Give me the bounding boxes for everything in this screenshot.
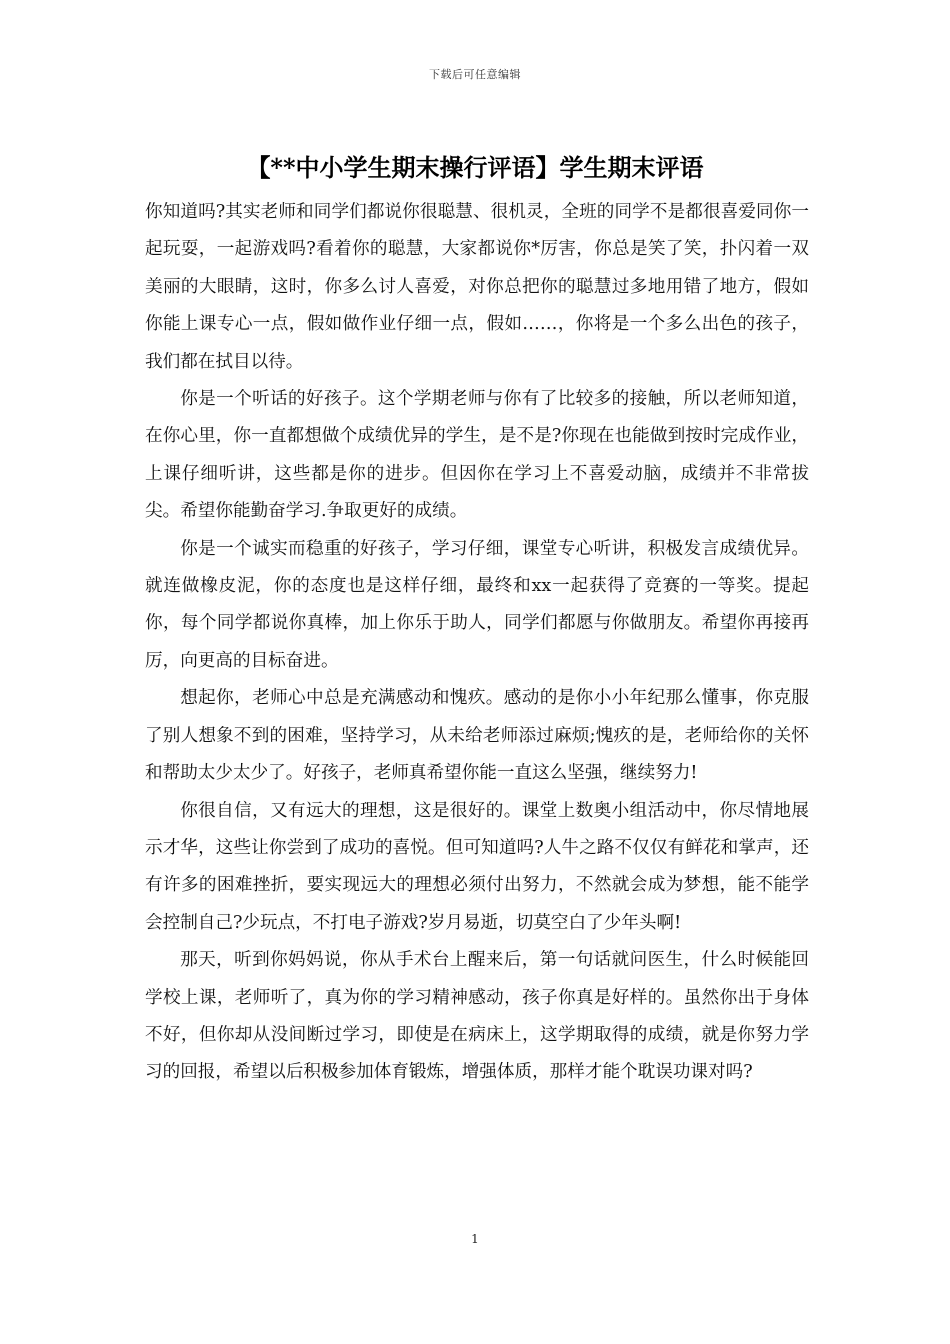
paragraph-1: 你知道吗?其实老师和同学们都说你很聪慧、很机灵，全班的同学不是都很喜爱同你一起玩耍，一起游戏吗?看着你的聪慧，大家都说你*厉害，你总是笑了笑，扑闪着一双美丽的大眼睛，这时，你多么讨人喜爱，对你总把你的聪慧过多地用错了地方，假如你能上课专心一点，假如做作业仔细一点，假如……，你将是一个多么出色的孩子，我们都在拭目以待。 [145,202,809,372]
paragraph-2: 你是一个听话的好孩子。这个学期老师与你有了比较多的接触，所以老师知道，在你心里，你一直都想做个成绩优异的学生，是不是?你现在也能做到按时完成作业，上课仔细听讲，这些都是你的进步。但因你在学习上不喜爱动脑，成绩并不非常拔尖。希望你能勤奋学习.争取更好的成绩。 [145,389,809,522]
paragraph-6: 那天，听到你妈妈说，你从手术台上醒来后，第一句话就问医生，什么时候能回学校上课，老师听了，真为你的学习精神感动，孩子你真是好样的。虽然你出于身体不好，但你却从没间断过学习，即使是在病床上，这学期取得的成绩，就是你努力学习的回报，希望以后积极参加体育锻炼，增强体质，那样才能个耽误功课对吗? [145,950,809,1083]
document-title: 【**中小学生期末操行评语】学生期末评语 [246,153,704,182]
paragraph-4: 想起你，老师心中总是充满感动和愧疚。感动的是你小小年纪那么懂事，你克服了别人想象不到的困难，坚持学习，从未给老师添过麻烦;愧疚的是，老师给你的关怀和帮助太少太少了。好孩子，老师真希望你能一直这么坚强，继续努力! [145,688,809,784]
document-body [145,194,809,1092]
paragraph-3: 你是一个诚实而稳重的好孩子，学习仔细，课堂专心听讲，积极发言成绩优异。就连做橡皮泥，你的态度也是这样仔细，最终和xx一起获得了竞赛的一等奖。提起你，每个同学都说你真棒，加上你乐于助人，同学们都愿与你做朋友。希望你再接再厉，向更高的目标奋进。 [145,538,809,671]
page-number: 1 [471,1232,479,1246]
page-header-note: 下载后可任意编辑 [429,68,521,81]
paragraph-5: 你很自信，又有远大的理想，这是很好的。课堂上数奥小组活动中，你尽情地展示才华，这些让你尝到了成功的喜悦。但可知道吗?人牛之路不仅仅有鲜花和掌声，还有许多的困难挫折，要实现远大的理想必须付出努力，不然就会成为梦想，能不能学会控制自己?少玩点，不打电子游戏?岁月易逝，切莫空白了少年头啊! [145,800,809,933]
